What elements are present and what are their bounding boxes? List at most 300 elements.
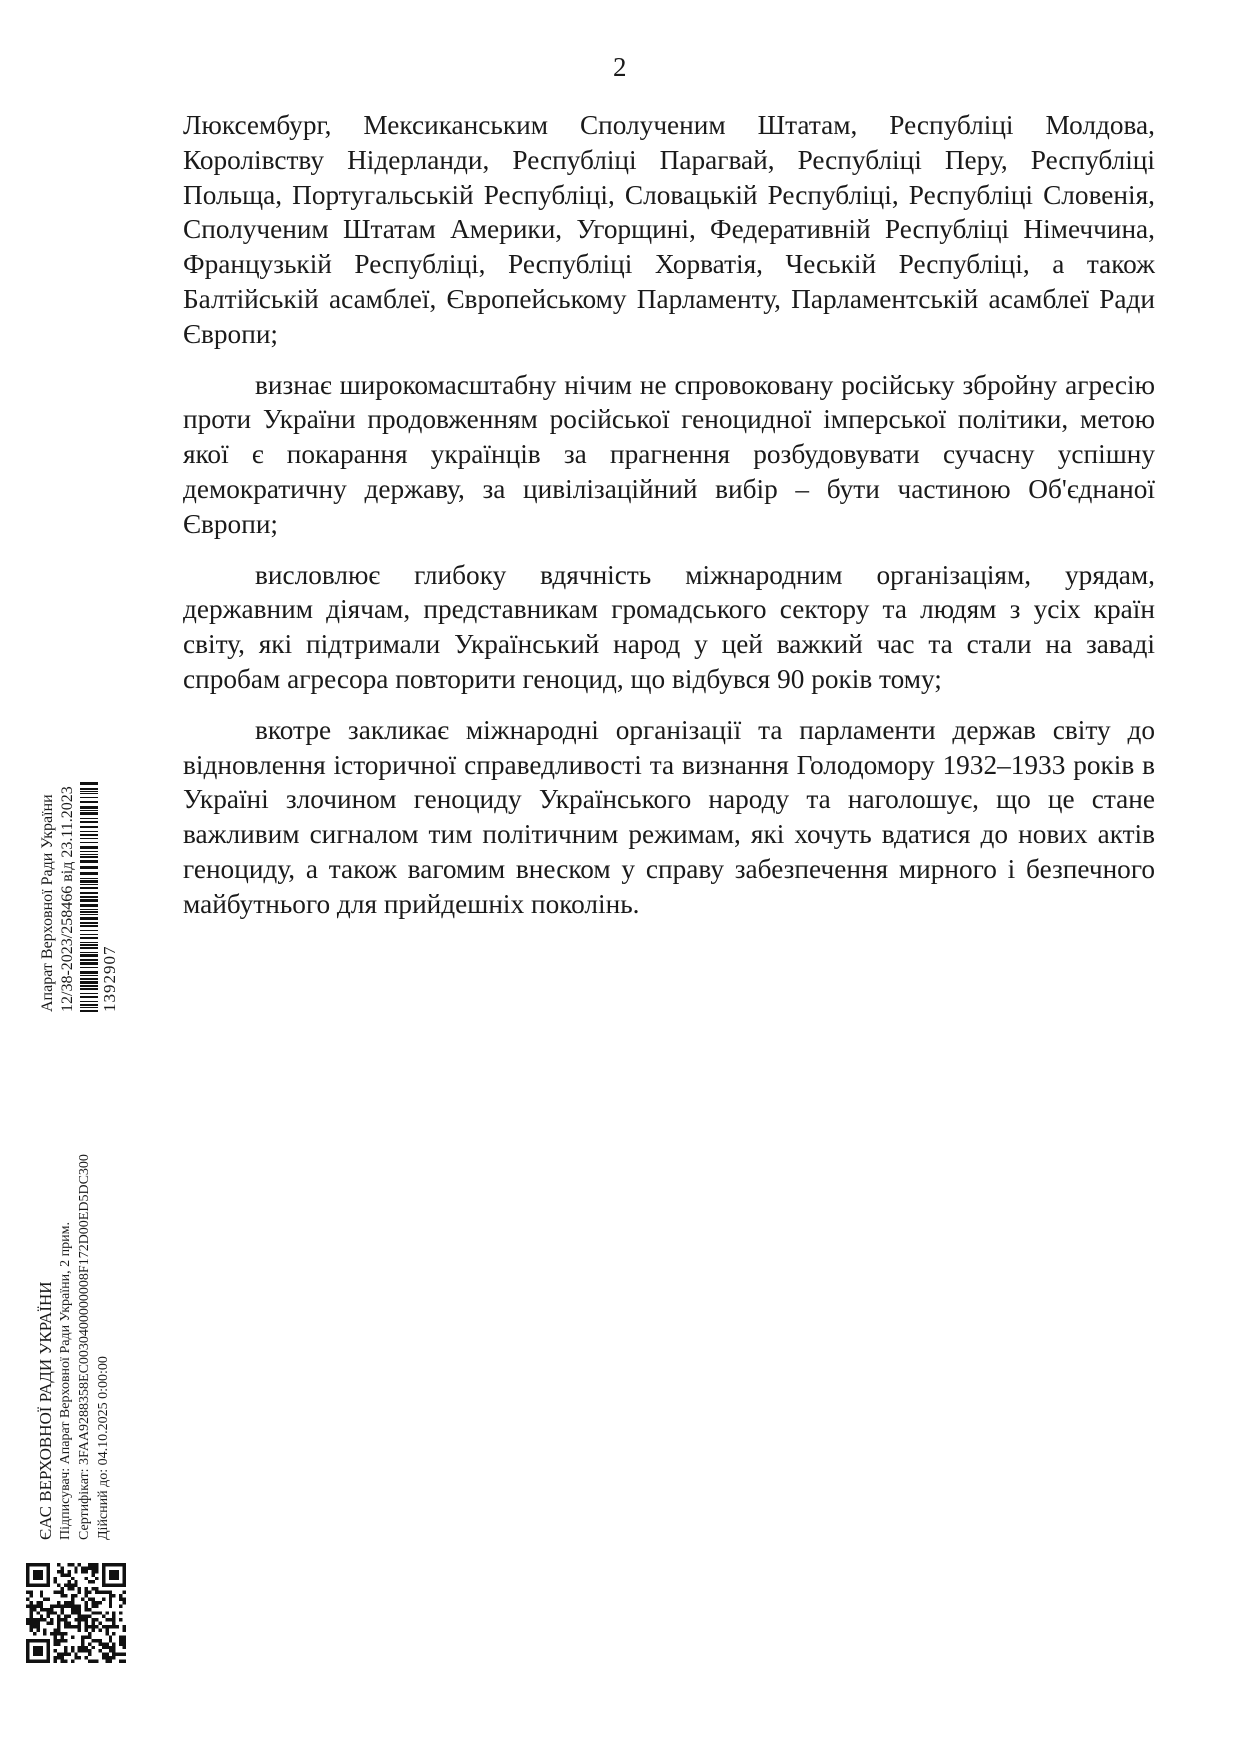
qr-module <box>105 1563 108 1566</box>
qr-module <box>105 1656 108 1659</box>
qr-module <box>67 1653 70 1656</box>
qr-module <box>116 1563 119 1566</box>
qr-module <box>29 1622 32 1625</box>
qr-module <box>36 1625 39 1628</box>
qr-module <box>29 1660 32 1663</box>
qr-module <box>50 1618 53 1621</box>
qr-module <box>116 1625 119 1628</box>
qr-module <box>36 1629 39 1632</box>
qr-module <box>119 1594 122 1597</box>
barcode-bar <box>80 899 98 902</box>
qr-module <box>26 1591 29 1594</box>
qr-module <box>60 1653 63 1656</box>
qr-module <box>43 1629 46 1632</box>
qr-module <box>36 1577 39 1580</box>
qr-module <box>123 1660 126 1663</box>
qr-module <box>47 1577 50 1580</box>
qr-module <box>78 1629 81 1632</box>
qr-module <box>67 1622 70 1625</box>
qr-module <box>47 1656 50 1659</box>
qr-module <box>102 1653 105 1656</box>
qr-module <box>47 1611 50 1614</box>
qr-module <box>98 1639 101 1642</box>
qr-module <box>26 1584 29 1587</box>
barcode-bar <box>80 959 98 961</box>
qr-module <box>47 1573 50 1576</box>
qr-module <box>74 1656 77 1659</box>
barcode-bar <box>80 884 98 885</box>
qr-module <box>109 1594 112 1597</box>
paragraph-recognizes: визнає широкомасштабну нічим не спровоковану російську збройну агресію проти України продовженням російської геноцидної імперської політики, метою якої є покарання українців за прагнення розбудовувати сучасну успішну демократичну державу, за цивілізаційний вибір – бути частиною Об'єднаної Європи; <box>183 369 1155 539</box>
barcode-bar <box>80 896 98 898</box>
qr-module <box>29 1625 32 1628</box>
qr-module <box>74 1653 77 1656</box>
qr-module <box>54 1649 57 1652</box>
qr-module <box>47 1566 50 1569</box>
qr-module <box>81 1597 84 1600</box>
registration-number: 12/38-2023/258466 від 23.11.2023 <box>59 786 76 1012</box>
qr-module <box>98 1642 101 1645</box>
qr-module <box>109 1625 112 1628</box>
qr-module <box>33 1584 36 1587</box>
qr-module <box>43 1618 46 1621</box>
qr-module <box>33 1646 36 1649</box>
qr-module <box>64 1625 67 1628</box>
qr-module <box>78 1587 81 1590</box>
qr-module <box>95 1591 98 1594</box>
qr-module <box>60 1594 63 1597</box>
qr-module <box>123 1580 126 1583</box>
qr-module <box>47 1639 50 1642</box>
qr-module <box>123 1566 126 1569</box>
qr-module <box>78 1618 81 1621</box>
qr-module <box>33 1632 36 1635</box>
qr-module <box>36 1563 39 1566</box>
page-number: 2 <box>613 52 627 82</box>
qr-module <box>57 1570 60 1573</box>
qr-module <box>85 1566 88 1569</box>
qr-module <box>112 1563 115 1566</box>
barcode-bar <box>80 866 98 869</box>
qr-module <box>40 1584 43 1587</box>
qr-module <box>116 1573 119 1576</box>
qr-module <box>74 1604 77 1607</box>
qr-module <box>26 1642 29 1645</box>
qr-module <box>26 1639 29 1642</box>
qr-module <box>112 1611 115 1614</box>
qr-module <box>60 1591 63 1594</box>
qr-module <box>123 1625 126 1628</box>
qr-module <box>95 1660 98 1663</box>
qr-module <box>123 1646 126 1649</box>
signature-valid-until: Дійсний до: 04.10.2025 0:00:00 <box>96 1356 111 1540</box>
qr-module <box>57 1622 60 1625</box>
qr-module <box>71 1646 74 1649</box>
qr-module <box>119 1618 122 1621</box>
qr-module <box>85 1635 88 1638</box>
qr-module <box>78 1649 81 1652</box>
qr-module <box>81 1618 84 1621</box>
qr-module <box>29 1594 32 1597</box>
qr-module <box>64 1584 67 1587</box>
qr-module <box>78 1625 81 1628</box>
qr-module <box>54 1629 57 1632</box>
qr-module <box>60 1635 63 1638</box>
qr-module <box>71 1563 74 1566</box>
barcode-bar <box>80 838 98 839</box>
signature-stamp <box>36 980 146 1540</box>
qr-module <box>109 1635 112 1638</box>
qr-module <box>109 1591 112 1594</box>
qr-module <box>92 1604 95 1607</box>
qr-module <box>64 1618 67 1621</box>
qr-module <box>60 1632 63 1635</box>
qr-module <box>60 1587 63 1590</box>
qr-module <box>57 1563 60 1566</box>
qr-module <box>98 1649 101 1652</box>
qr-module <box>78 1608 81 1611</box>
qr-module <box>112 1573 115 1576</box>
qr-module <box>60 1604 63 1607</box>
qr-module <box>33 1653 36 1656</box>
qr-module <box>112 1594 115 1597</box>
qr-module <box>85 1601 88 1604</box>
qr-module <box>57 1584 60 1587</box>
qr-module <box>40 1618 43 1621</box>
qr-module <box>40 1615 43 1618</box>
barcode-bar <box>80 944 98 946</box>
qr-module <box>40 1646 43 1649</box>
qr-module <box>85 1649 88 1652</box>
qr-module <box>71 1597 74 1600</box>
qr-module <box>26 1566 29 1569</box>
qr-module <box>119 1584 122 1587</box>
barcode-bar <box>80 782 98 785</box>
qr-module <box>123 1653 126 1656</box>
qr-module <box>85 1646 88 1649</box>
qr-module <box>54 1591 57 1594</box>
qr-module <box>88 1580 91 1583</box>
barcode-bar <box>80 810 98 811</box>
qr-module <box>123 1577 126 1580</box>
qr-module <box>102 1642 105 1645</box>
qr-module <box>40 1660 43 1663</box>
paragraph-gratitude: висловлює глибоку вдячність міжнародним організаціям, урядам, державним діячам, представникам громадського сектору та людям з усіх країн світу, які підтримали Український народ у цей важкий час та стали на заваді спробам агресора повторити геноцид, що відбувся 90 років тому; <box>183 559 1155 694</box>
qr-module <box>40 1639 43 1642</box>
barcode-bar <box>80 860 98 863</box>
qr-module <box>40 1591 43 1594</box>
qr-module <box>29 1615 32 1618</box>
qr-module <box>60 1573 63 1576</box>
qr-module <box>26 1570 29 1573</box>
qr-module <box>109 1656 112 1659</box>
qr-module <box>88 1625 91 1628</box>
qr-module <box>74 1608 77 1611</box>
qr-module <box>40 1577 43 1580</box>
barcode-bar <box>80 846 98 849</box>
qr-module <box>92 1618 95 1621</box>
barcode-bar <box>80 934 98 935</box>
qr-module <box>57 1656 60 1659</box>
qr-module <box>47 1653 50 1656</box>
qr-module <box>33 1577 36 1580</box>
qr-module <box>26 1573 29 1576</box>
qr-module <box>88 1615 91 1618</box>
qr-module <box>92 1601 95 1604</box>
qr-module <box>112 1577 115 1580</box>
qr-module <box>123 1642 126 1645</box>
qr-module <box>123 1573 126 1576</box>
qr-module <box>26 1597 29 1600</box>
qr-module <box>105 1591 108 1594</box>
barcode-bar <box>80 878 98 879</box>
qr-module <box>64 1573 67 1576</box>
qr-module <box>105 1653 108 1656</box>
qr-module <box>112 1649 115 1652</box>
qr-module <box>40 1653 43 1656</box>
qr-module <box>26 1660 29 1663</box>
qr-module <box>88 1566 91 1569</box>
qr-module <box>40 1563 43 1566</box>
qr-module <box>109 1649 112 1652</box>
barcode-bar <box>80 854 98 855</box>
qr-module <box>105 1660 108 1663</box>
qr-module <box>85 1587 88 1590</box>
barcode-bar <box>80 909 98 910</box>
qr-module <box>81 1615 84 1618</box>
qr-module <box>40 1570 43 1573</box>
registration-id: 1392907 <box>100 945 119 1012</box>
qr-module <box>74 1566 77 1569</box>
qr-module <box>98 1629 101 1632</box>
qr-module <box>95 1570 98 1573</box>
qr-module <box>116 1577 119 1580</box>
qr-module <box>98 1622 101 1625</box>
qr-module <box>119 1563 122 1566</box>
qr-module <box>57 1642 60 1645</box>
qr-module <box>36 1646 39 1649</box>
qr-module <box>57 1639 60 1642</box>
qr-module <box>71 1587 74 1590</box>
barcode-bar <box>80 793 98 794</box>
qr-module <box>112 1646 115 1649</box>
qr-module <box>92 1625 95 1628</box>
qr-module <box>47 1615 50 1618</box>
qr-module <box>67 1580 70 1583</box>
qr-module <box>109 1604 112 1607</box>
qr-module <box>60 1639 63 1642</box>
qr-module <box>54 1611 57 1614</box>
qr-module <box>29 1601 32 1604</box>
qr-module <box>64 1639 67 1642</box>
qr-module <box>98 1601 101 1604</box>
qr-module <box>112 1622 115 1625</box>
qr-module <box>33 1660 36 1663</box>
barcode-bar <box>80 975 98 976</box>
qr-module <box>47 1570 50 1573</box>
qr-module <box>123 1563 126 1566</box>
qr-module <box>92 1660 95 1663</box>
barcode-bar <box>80 797 98 798</box>
barcode-bar <box>80 801 98 803</box>
qr-module <box>43 1632 46 1635</box>
qr-module <box>123 1570 126 1573</box>
qr-module <box>116 1570 119 1573</box>
qr-module <box>95 1601 98 1604</box>
barcode-bar <box>80 887 98 889</box>
qr-module <box>102 1573 105 1576</box>
qr-module <box>88 1597 91 1600</box>
barcode-bar <box>80 914 98 915</box>
qr-module <box>67 1563 70 1566</box>
qr-module <box>112 1615 115 1618</box>
qr-module <box>26 1577 29 1580</box>
barcode-bar <box>80 925 98 927</box>
barcode-bar <box>80 904 98 907</box>
qr-module <box>88 1642 91 1645</box>
qr-module <box>50 1622 53 1625</box>
qr-module <box>105 1642 108 1645</box>
qr-module <box>92 1629 95 1632</box>
qr-module <box>81 1639 84 1642</box>
qr-module <box>123 1591 126 1594</box>
qr-module <box>74 1584 77 1587</box>
barcode-bar <box>80 937 98 939</box>
qr-module <box>74 1594 77 1597</box>
qr-module <box>105 1646 108 1649</box>
qr-module <box>78 1622 81 1625</box>
barcode-bar <box>80 962 98 965</box>
qr-module <box>43 1660 46 1663</box>
qr-module <box>105 1629 108 1632</box>
qr-module <box>47 1597 50 1600</box>
qr-module <box>57 1615 60 1618</box>
qr-module <box>123 1601 126 1604</box>
qr-module <box>36 1604 39 1607</box>
qr-module <box>57 1601 60 1604</box>
barcode-bar <box>80 952 98 953</box>
qr-module <box>47 1608 50 1611</box>
qr-module <box>109 1660 112 1663</box>
registration-stamp <box>38 712 128 1012</box>
qr-module <box>88 1635 91 1638</box>
qr-module <box>102 1584 105 1587</box>
qr-module <box>47 1584 50 1587</box>
qr-module <box>67 1625 70 1628</box>
qr-module <box>105 1584 108 1587</box>
qr-module <box>57 1618 60 1621</box>
qr-module <box>71 1611 74 1614</box>
qr-module <box>47 1580 50 1583</box>
qr-module <box>36 1573 39 1576</box>
qr-module <box>92 1622 95 1625</box>
qr-module <box>54 1642 57 1645</box>
qr-module <box>102 1625 105 1628</box>
qr-module <box>43 1563 46 1566</box>
qr-module <box>109 1646 112 1649</box>
qr-module <box>60 1656 63 1659</box>
qr-module <box>109 1577 112 1580</box>
paragraph-appeal: вкотре закликає міжнародні організації та парламенти держав світу до відновлення історичної справедливості та визнання Голодомору 1932–1933 років в Україні злочином геноциду Українського народу та наголошує, що це стане важливим сигналом тим політичним режимам, які хочуть вдатися до нових актів геноциду, а також вагомим внеском у справу забезпечення мирного і безпечного майбутнього для прийдешніх поколінь. <box>183 714 1155 919</box>
qr-module <box>47 1660 50 1663</box>
qr-module <box>64 1594 67 1597</box>
barcode-bar <box>80 791 98 792</box>
qr-module <box>81 1566 84 1569</box>
qr-module <box>57 1653 60 1656</box>
qr-module <box>36 1584 39 1587</box>
qr-module <box>105 1632 108 1635</box>
qr-module <box>98 1611 101 1614</box>
qr-module <box>36 1622 39 1625</box>
barcode-bar <box>80 917 98 920</box>
qr-module <box>71 1584 74 1587</box>
qr-module <box>60 1611 63 1614</box>
qr-module <box>54 1632 57 1635</box>
qr-module <box>78 1604 81 1607</box>
qr-module <box>109 1570 112 1573</box>
qr-module <box>95 1639 98 1642</box>
qr-module <box>33 1649 36 1652</box>
qr-module <box>29 1584 32 1587</box>
qr-module <box>47 1649 50 1652</box>
qr-module <box>119 1604 122 1607</box>
qr-module <box>119 1639 122 1642</box>
qr-module <box>112 1570 115 1573</box>
qr-module <box>43 1639 46 1642</box>
qr-module <box>88 1653 91 1656</box>
qr-module <box>74 1570 77 1573</box>
qr-module <box>112 1618 115 1621</box>
qr-module <box>92 1611 95 1614</box>
barcode-bar <box>80 806 98 809</box>
qr-module <box>81 1570 84 1573</box>
qr-module <box>92 1587 95 1590</box>
qr-module <box>40 1649 43 1652</box>
qr-module <box>78 1656 81 1659</box>
qr-module <box>95 1577 98 1580</box>
qr-module <box>47 1642 50 1645</box>
qr-module <box>88 1649 91 1652</box>
qr-module <box>71 1649 74 1652</box>
qr-module <box>57 1604 60 1607</box>
qr-module <box>54 1604 57 1607</box>
qr-module <box>64 1660 67 1663</box>
qr-module <box>116 1653 119 1656</box>
qr-module <box>92 1573 95 1576</box>
qr-module <box>105 1611 108 1614</box>
qr-module <box>85 1615 88 1618</box>
qr-module <box>112 1653 115 1656</box>
qr-module <box>78 1563 81 1566</box>
qr-module <box>112 1584 115 1587</box>
qr-module <box>123 1635 126 1638</box>
qr-module <box>85 1608 88 1611</box>
qr-module <box>102 1566 105 1569</box>
barcode-bar <box>80 818 98 819</box>
qr-module <box>54 1580 57 1583</box>
qr-module <box>29 1604 32 1607</box>
qr-module <box>64 1649 67 1652</box>
qr-module <box>64 1615 67 1618</box>
qr-module <box>123 1639 126 1642</box>
qr-module <box>29 1618 32 1621</box>
qr-module <box>92 1570 95 1573</box>
qr-module <box>64 1646 67 1649</box>
qr-module <box>67 1570 70 1573</box>
qr-module <box>54 1639 57 1642</box>
qr-module <box>40 1573 43 1576</box>
qr-module <box>102 1591 105 1594</box>
